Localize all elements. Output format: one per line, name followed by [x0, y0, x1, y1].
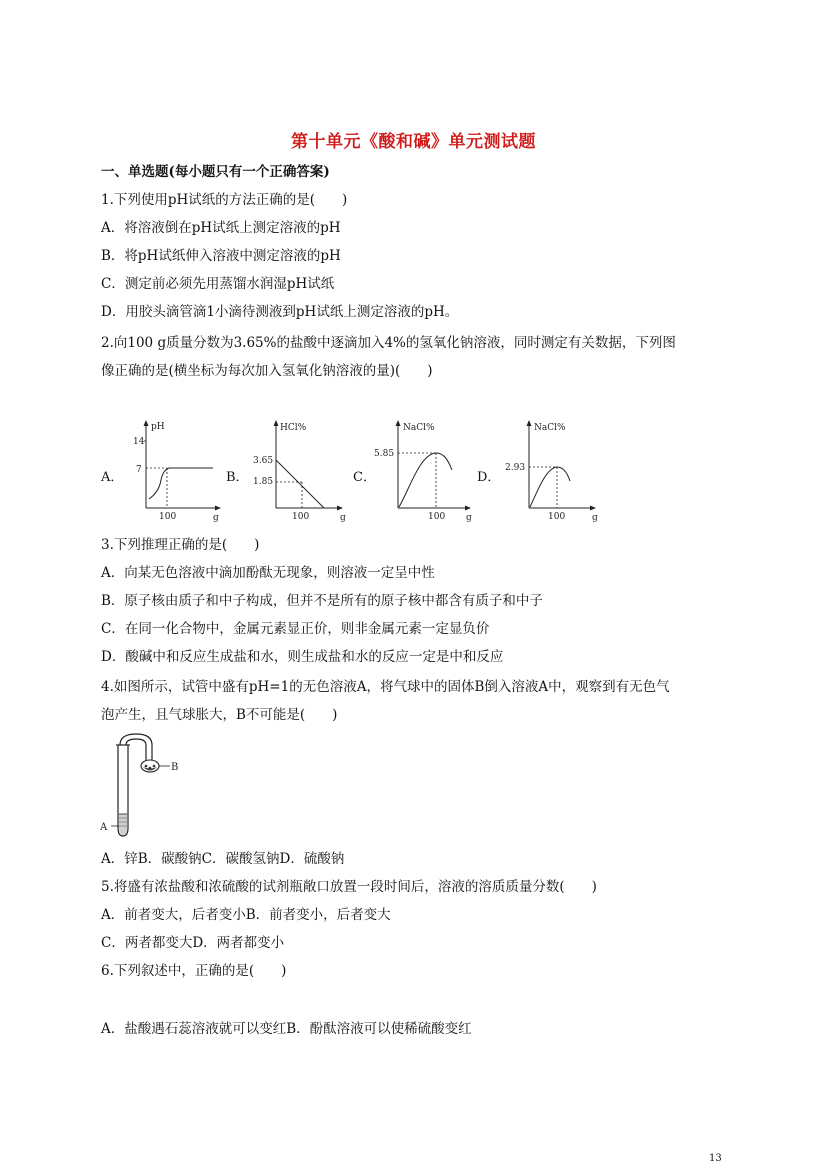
- graph-d-ylabel: NaCl%: [534, 423, 566, 433]
- question-2-option-b-label: B．: [226, 470, 249, 485]
- label-solution-a: A: [100, 822, 108, 833]
- question-1-option-b: B．将pH试纸伸入溶液中测定溶液的pH: [101, 248, 341, 264]
- question-2-option-d-label: D．: [477, 470, 501, 485]
- section-heading: 一、单选题(每小题只有一个正确答案): [101, 164, 330, 180]
- graph-a-ph: [125, 418, 225, 526]
- graph-d-xtick: 100: [548, 512, 566, 522]
- question-3-option-c: C．在同一化合物中，金属元素显正价，则非金属元素一定显负价: [101, 621, 490, 637]
- question-3-option-d: D．酸碱中和反应生成盐和水，则生成盐和水的反应一定是中和反应: [101, 649, 504, 665]
- graph-c-xtick: 100: [428, 512, 446, 522]
- question-1-stem: 1.下列使用pH试纸的方法正确的是( ): [101, 192, 348, 208]
- graph-a-ytick-7: 7: [136, 465, 142, 475]
- question-1-option-d: D．用胶头滴管滴1小滴待测液到pH试纸上测定溶液的pH。: [101, 304, 459, 320]
- question-2-stem-line2: 像正确的是(横坐标为每次加入氢氧化钠溶液的量)( ): [101, 363, 433, 379]
- graph-c-nacl: [370, 418, 480, 526]
- graph-d-nacl: [500, 418, 610, 526]
- question-2-stem-line1: 2.向100 g质量分数为3.65%的盐酸中逐滴加入4%的氢氧化钠溶液，同时测定有关数据，下列图: [101, 335, 676, 351]
- graph-c-ytick: 5.85: [374, 449, 395, 459]
- graph-b-ytick-185: 1.85: [253, 477, 274, 487]
- page-number: 13: [709, 1153, 722, 1164]
- graph-c-ylabel: NaCl%: [403, 423, 435, 433]
- question-5-options-ab: A．前者变大，后者变小B．前者变小，后者变大: [101, 907, 391, 923]
- graph-b-xunit: g: [340, 513, 346, 523]
- label-solid-b: B: [171, 762, 179, 773]
- graph-d-xunit: g: [592, 513, 598, 523]
- graph-b-ylabel: HCl%: [280, 423, 307, 433]
- graph-c-xunit: g: [466, 513, 472, 523]
- question-3-stem: 3.下列推理正确的是( ): [101, 537, 260, 553]
- graph-b-xtick: 100: [292, 512, 310, 522]
- question-5-options-cd: C．两者都变大D．两者都变小: [101, 935, 285, 951]
- question-6-stem: 6.下列叙述中，正确的是( ): [101, 963, 287, 979]
- graph-a-xtick: 100: [159, 512, 177, 522]
- graph-a-ylabel: pH: [151, 422, 165, 432]
- question-3-option-b: B．原子核由质子和中子构成，但并不是所有的原子核中都含有质子和中子: [101, 593, 543, 609]
- question-5-stem: 5.将盛有浓盐酸和浓硫酸的试剂瓶敞口放置一段时间后，溶液的溶质质量分数( ): [101, 879, 597, 895]
- question-1-option-a: A．将溶液倒在pH试纸上测定溶液的pH: [101, 220, 341, 236]
- graph-a-xunit: g: [213, 513, 219, 523]
- question-4-stem-line2: 泡产生，且气球胀大，B不可能是( ): [101, 707, 338, 723]
- graph-d-ytick: 2.93: [505, 463, 526, 473]
- graph-b-ytick-365: 3.65: [253, 456, 274, 466]
- graph-b-hcl: [246, 418, 351, 526]
- question-2-option-c-label: C．: [353, 470, 376, 485]
- question-2-option-a-label: A．: [101, 470, 124, 485]
- question-4-stem-line1: 4.如图所示，试管中盛有pH=1的无色溶液A，将气球中的固体B倒入溶液A中，观察到有无色气: [101, 679, 670, 695]
- question-4-options: A．锌B．碳酸钠C．碳酸氢钠D．硫酸钠: [101, 851, 345, 867]
- graph-a-ytick-14: 14: [133, 437, 145, 447]
- page-title: 第十单元《酸和碱》单元测试题: [291, 132, 536, 152]
- question-6-options-ab: A．盐酸遇石蕊溶液就可以变红B．酚酞溶液可以使稀硫酸变红: [101, 1021, 472, 1037]
- test-tube-balloon-diagram: [100, 730, 190, 840]
- question-1-option-c: C．测定前必须先用蒸馏水润湿pH试纸: [101, 276, 335, 292]
- question-3-option-a: A．向某无色溶液中滴加酚酞无现象，则溶液一定呈中性: [101, 565, 435, 581]
